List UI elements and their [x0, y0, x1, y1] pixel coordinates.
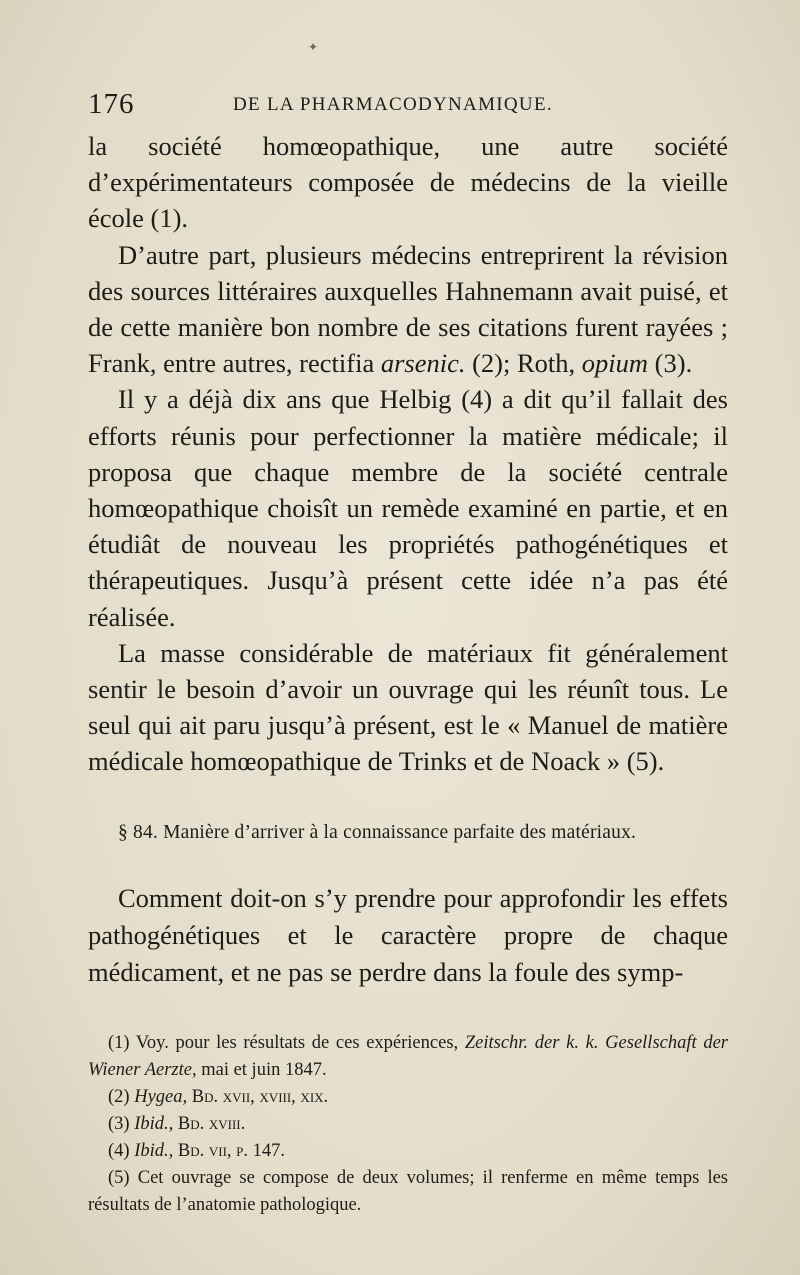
- paragraph-2: [88, 237, 728, 382]
- footnote-3: [88, 1111, 728, 1138]
- footnote-2-journal: Hygea,: [134, 1087, 188, 1107]
- footnote-1-journal: Zeitschr. der k. k. Gesellschaft der Wiener Aerzte,: [88, 1033, 728, 1080]
- section-text: [88, 880, 728, 991]
- page-number: 176: [88, 88, 135, 120]
- paragraph-2-arsenic: arsenic.: [380, 348, 466, 379]
- footnote-3-ref: Bd. xviii.: [173, 1114, 246, 1134]
- footnote-4-marker: (4): [108, 1141, 135, 1161]
- footnote-2: [88, 1084, 728, 1111]
- paragraph-2-text-b: (2); Roth,: [465, 348, 582, 379]
- paragraph-2-text-a: D’autre part, plusieurs médecins entreprirent la révision des sources littéraires auxquelles Hahnemann avait puisé, et de cette manière bon nombre de ses citations furent rayées ; Frank, entre autres, rectifia: [88, 239, 728, 379]
- footnote-1: [88, 1030, 728, 1084]
- footnote-3-ibid: Ibid.,: [134, 1114, 174, 1134]
- footnote-2-marker: (2): [108, 1087, 135, 1107]
- page-header: [88, 88, 728, 120]
- footnote-1-text-a: (1) Voy. pour les résultats de ces expériences,: [108, 1033, 465, 1053]
- footnote-4-ibid: Ibid.,: [134, 1141, 174, 1161]
- footnote-4-ref: Bd. vii, p. 147.: [173, 1141, 286, 1161]
- paragraph-1: la société homœopathique, une autre société d’expérimentateurs composée de médecins de la vieille école (1).: [88, 131, 728, 234]
- paragraph-3: Il y a déjà dix ans que Helbig (4) a dit qu’il fallait des efforts réunis pour perfectionner la matière médicale; il proposa que chaque membre de la société centrale homœopathique choisît un remède examiné en partie, et en étudiât de nouveau les propriétés pathogénétiques et thérapeutiques. Jusqu’à présent cette idée n’a pas été réalisée.: [88, 384, 728, 632]
- paragraph-2-text-c: (3).: [648, 348, 693, 379]
- main-text: [88, 128, 728, 780]
- section-paragraph-1: Comment doit-on s’y prendre pour approfondir les effets pathogénétiques et le caractère propre de chaque médicament, et ne pas se perdre dans la foule des symp-: [88, 883, 728, 987]
- footnote-5: (5) Cet ouvrage se compose de deux volumes; il renferme en même temps les résultats de l’anatomie pathologique.: [88, 1168, 728, 1215]
- footnote-3-marker: (3): [108, 1114, 135, 1134]
- footnotes: [88, 1030, 728, 1219]
- section-heading: § 84. Manière d’arriver à la connaissance parfaite des matériaux.: [118, 822, 637, 843]
- footnote-1-text-c: mai et juin 1847.: [196, 1060, 327, 1080]
- footnote-4: [88, 1138, 728, 1165]
- paragraph-2-opium: opium: [581, 348, 649, 379]
- footnote-2-ref: Bd. xvii, xviii, xix.: [187, 1087, 329, 1107]
- printer-mark-icon: ✦: [308, 40, 319, 54]
- running-head: DE LA PHARMACODYNAMIQUE.: [233, 94, 553, 115]
- paragraph-4: La masse considérable de matériaux fit généralement sentir le besoin d’avoir un ouvrage qui les réunît tous. Le seul qui ait paru jusqu’à présent, est le « Manuel de matière médicale homœopathique de Trinks et de Noack » (5).: [88, 637, 728, 777]
